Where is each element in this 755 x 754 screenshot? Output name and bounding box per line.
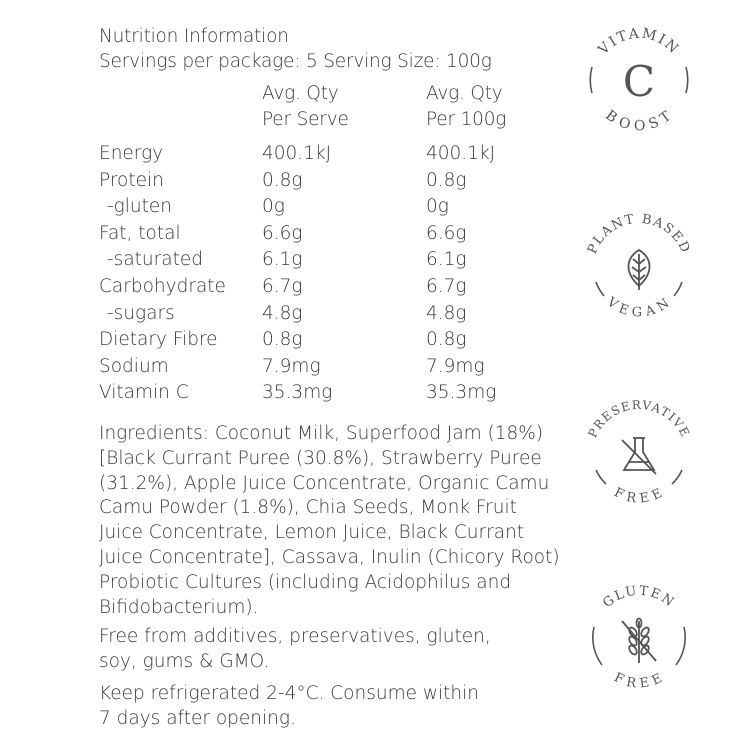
badge-top-text: VITAMIN (595, 25, 683, 59)
text-line: [Black Currant Puree (30.8%), Strawberry Puree (99, 447, 542, 469)
column-header-line: Avg. Qty (262, 83, 339, 104)
text-line: Camu Powder (1.8%), Chia Seeds, Monk Fruit (99, 497, 517, 519)
table-row (99, 274, 539, 301)
table-row (99, 380, 539, 407)
nutrition-title: Nutrition Information (99, 26, 289, 47)
wheat-icon (622, 619, 656, 664)
nutrient-per-100g: 7.9mg (426, 355, 485, 377)
text-line: soy, gums & GMO. (99, 650, 270, 672)
nutrient-name: Vitamin C (99, 382, 189, 404)
nutrient-per-100g: 35.3mg (426, 382, 497, 404)
storage-text (99, 682, 559, 732)
nutrient-per-serve: 6.7g (262, 275, 303, 297)
text-line: 7 days after opening. (99, 707, 296, 729)
table-row (99, 327, 539, 354)
text-line: Bifidobacterium). (99, 596, 259, 618)
badge-bottom-text: BOOST (602, 106, 676, 134)
free-from-text (99, 625, 559, 675)
nutrient-per-100g: 400.1kJ (426, 143, 496, 164)
column-header-line: Per 100g (426, 109, 507, 130)
flask-icon (622, 438, 656, 474)
plant-based-vegan-badge (578, 206, 700, 328)
badge-top-text: PLANT BASED (584, 211, 694, 257)
table-row (99, 301, 539, 328)
nutrient-per-serve: 6.1g (262, 249, 303, 271)
badge-top-text: PRESERVATIVE (585, 397, 693, 440)
nutrient-name: -sugars (107, 302, 175, 324)
preservative-free-badge (578, 392, 700, 514)
gluten-free-badge (578, 577, 700, 699)
nutrient-name: Protein (99, 169, 164, 191)
vitamin-c-badge (578, 19, 700, 141)
badge-top-text: GLUTEN (600, 583, 678, 612)
badge-bottom-text: FREE (611, 670, 667, 692)
nutrient-name: Sodium (99, 355, 169, 377)
badge-bottom-text: FREE (611, 485, 667, 507)
nutrient-name: -saturated (107, 249, 203, 271)
nutrient-per-serve: 400.1kJ (262, 143, 332, 164)
nutrient-per-100g: 6.1g (426, 249, 467, 271)
column-header-line: Per Serve (262, 109, 349, 130)
table-row (99, 194, 539, 221)
nutrient-per-serve: 6.6g (262, 222, 303, 244)
text-line: Keep refrigerated 2-4°C. Consume within (99, 683, 479, 704)
text-line: Free from additives, preservatives, gluten, (99, 626, 491, 647)
text-line: Ingredients: Coconut Milk, Superfood Jam (18%) (99, 423, 544, 444)
nutrient-name: Carbohydrate (99, 275, 226, 297)
table-row (99, 141, 539, 168)
ingredients-text (99, 422, 559, 620)
leaf-icon (628, 250, 649, 290)
table-row (99, 168, 539, 195)
nutrient-per-serve: 0.8g (262, 169, 303, 191)
nutrient-name: Fat, total (99, 222, 181, 244)
badge-bottom-text: VEGAN (604, 294, 674, 321)
column-header-per-serve (262, 81, 349, 133)
nutrient-per-serve: 0g (262, 196, 285, 218)
text-line: (31.2%), Apple Juice Concentrate, Organic Camu (99, 472, 550, 494)
text-line: Probiotic Cultures (including Acidophilus and (99, 571, 512, 593)
table-row (99, 221, 539, 248)
letter-c-icon: C (622, 57, 656, 106)
column-header-line: Avg. Qty (426, 83, 503, 104)
nutrient-per-100g: 0.8g (426, 169, 467, 191)
nutrient-name: Energy (99, 143, 164, 164)
nutrition-table (99, 141, 539, 407)
text-line: Juice Concentrate, Lemon Juice, Black Currant (99, 522, 525, 544)
table-row (99, 247, 539, 274)
servings-info: Servings per package: 5 Serving Size: 100g (99, 51, 492, 72)
nutrient-per-serve: 4.8g (262, 302, 303, 324)
nutrient-per-100g: 6.6g (426, 222, 467, 244)
nutrient-per-100g: 0.8g (426, 329, 467, 351)
text-line: Juice Concentrate], Cassava, Inulin (Chicory Root) (99, 546, 560, 568)
nutrient-per-100g: 4.8g (426, 302, 467, 324)
column-header-per-100g (426, 81, 506, 133)
table-row (99, 354, 539, 381)
nutrient-per-100g: 6.7g (426, 275, 467, 297)
nutrient-per-100g: 0g (426, 196, 449, 218)
nutrient-per-serve: 35.3mg (262, 382, 333, 404)
nutrient-per-serve: 0.8g (262, 329, 303, 351)
nutrient-name: -gluten (107, 196, 173, 218)
nutrient-name: Dietary Fibre (99, 329, 218, 351)
nutrient-per-serve: 7.9mg (262, 355, 321, 377)
